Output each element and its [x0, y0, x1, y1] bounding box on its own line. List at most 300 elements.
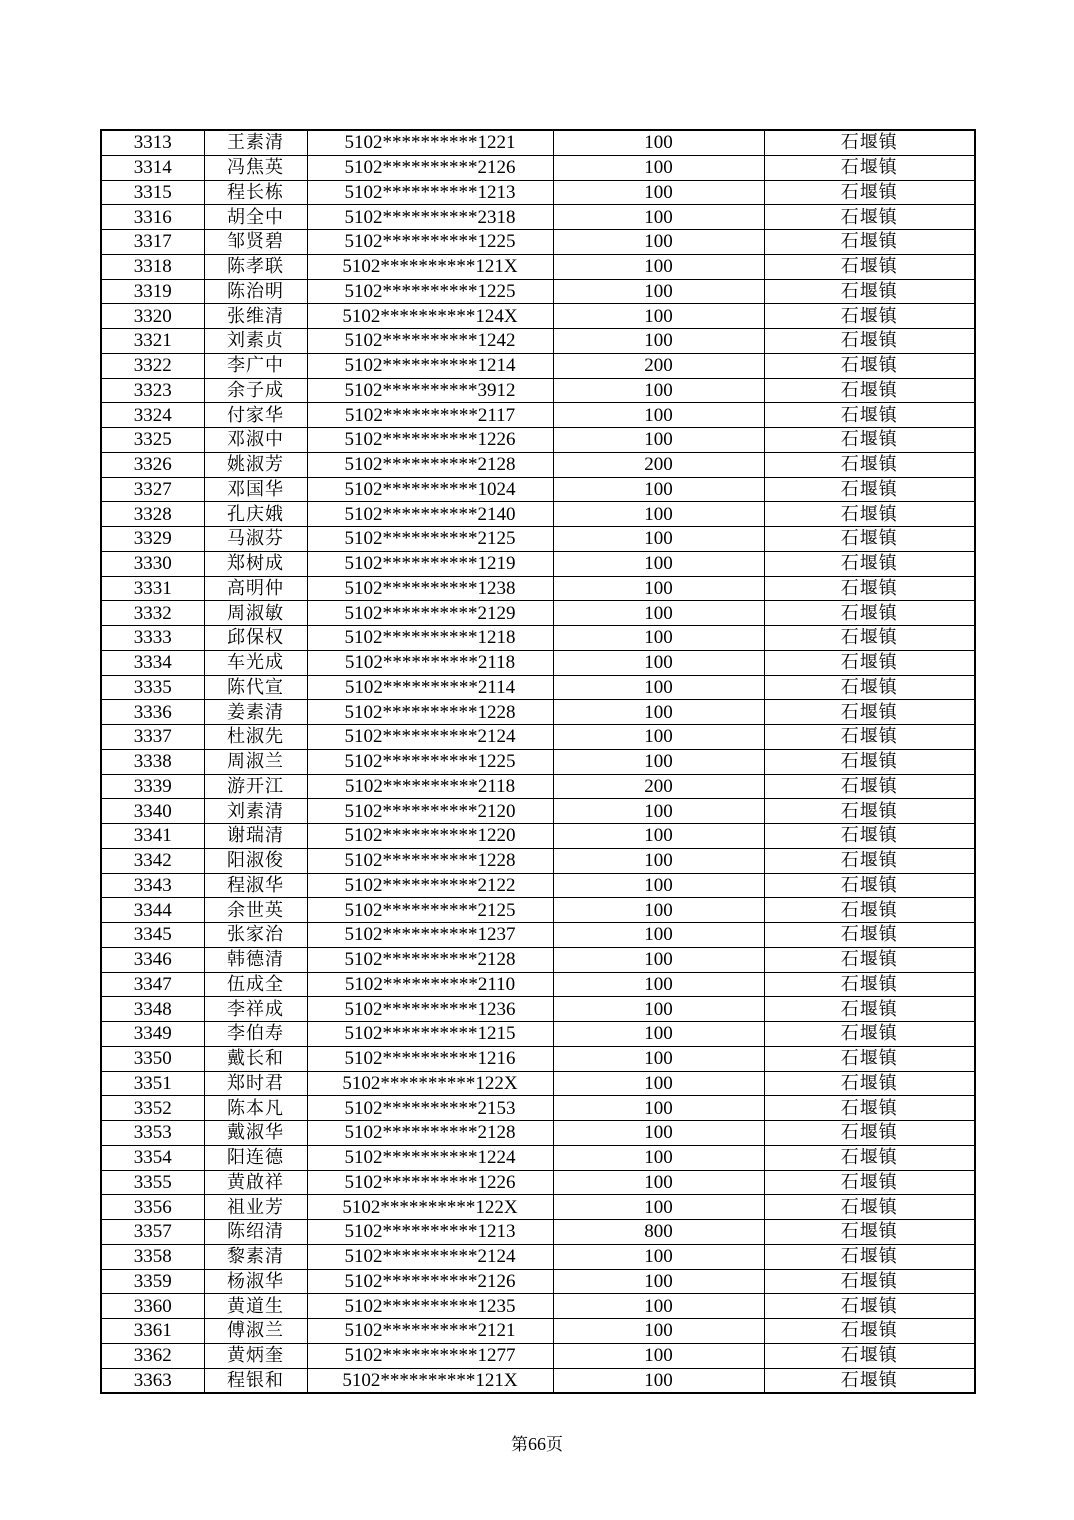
id-number-cell: 5102**********1220	[307, 824, 553, 849]
row-number-cell: 3351	[101, 1071, 204, 1096]
person-name-cell: 刘素清	[204, 799, 307, 824]
person-name-cell: 邹贤碧	[204, 230, 307, 255]
row-number-cell: 3361	[101, 1319, 204, 1344]
row-number-cell: 3356	[101, 1195, 204, 1220]
town-name-cell: 石堰镇	[764, 155, 975, 180]
id-number-cell: 5102**********122X	[307, 1071, 553, 1096]
row-number-cell: 3350	[101, 1046, 204, 1071]
id-number-cell: 5102**********2120	[307, 799, 553, 824]
id-number-cell: 5102**********2153	[307, 1096, 553, 1121]
amount-cell: 100	[553, 626, 764, 651]
person-name-cell: 杨淑华	[204, 1269, 307, 1294]
table-row	[101, 378, 975, 403]
town-name-cell: 石堰镇	[764, 502, 975, 527]
person-name-cell: 李祥成	[204, 997, 307, 1022]
table-row	[101, 428, 975, 453]
row-number-cell: 3326	[101, 452, 204, 477]
table-row	[101, 997, 975, 1022]
town-name-cell: 石堰镇	[764, 873, 975, 898]
table-row	[101, 824, 975, 849]
row-number-cell: 3345	[101, 923, 204, 948]
row-number-cell: 3321	[101, 329, 204, 354]
row-number-cell: 3362	[101, 1343, 204, 1368]
amount-cell: 100	[553, 1195, 764, 1220]
row-number-cell: 3315	[101, 180, 204, 205]
person-name-cell: 程淑华	[204, 873, 307, 898]
id-number-cell: 5102**********2124	[307, 725, 553, 750]
person-name-cell: 郑时君	[204, 1071, 307, 1096]
roster-body	[101, 130, 975, 1393]
amount-cell: 100	[553, 180, 764, 205]
table-row	[101, 1244, 975, 1269]
person-name-cell: 姜素清	[204, 700, 307, 725]
row-number-cell: 3333	[101, 626, 204, 651]
town-name-cell: 石堰镇	[764, 972, 975, 997]
town-name-cell: 石堰镇	[764, 1195, 975, 1220]
row-number-cell: 3357	[101, 1220, 204, 1245]
row-number-cell: 3316	[101, 205, 204, 230]
town-name-cell: 石堰镇	[764, 180, 975, 205]
id-number-cell: 5102**********2128	[307, 1121, 553, 1146]
table-row	[101, 576, 975, 601]
table-row	[101, 1046, 975, 1071]
row-number-cell: 3344	[101, 898, 204, 923]
person-name-cell: 邓淑中	[204, 428, 307, 453]
table-row	[101, 353, 975, 378]
id-number-cell: 5102**********2117	[307, 403, 553, 428]
amount-cell: 100	[553, 997, 764, 1022]
table-row	[101, 1220, 975, 1245]
person-name-cell: 郑树成	[204, 551, 307, 576]
town-name-cell: 石堰镇	[764, 626, 975, 651]
amount-cell: 100	[553, 1022, 764, 1047]
id-number-cell: 5102**********1214	[307, 353, 553, 378]
id-number-cell: 5102**********1215	[307, 1022, 553, 1047]
table-row	[101, 329, 975, 354]
town-name-cell: 石堰镇	[764, 353, 975, 378]
row-number-cell: 3322	[101, 353, 204, 378]
town-name-cell: 石堰镇	[764, 130, 975, 155]
row-number-cell: 3352	[101, 1096, 204, 1121]
amount-cell: 200	[553, 774, 764, 799]
town-name-cell: 石堰镇	[764, 527, 975, 552]
id-number-cell: 5102**********1024	[307, 477, 553, 502]
amount-cell: 100	[553, 205, 764, 230]
row-number-cell: 3347	[101, 972, 204, 997]
town-name-cell: 石堰镇	[764, 378, 975, 403]
table-row	[101, 527, 975, 552]
person-name-cell: 谢瑞清	[204, 824, 307, 849]
person-name-cell: 张维清	[204, 304, 307, 329]
id-number-cell: 5102**********1216	[307, 1046, 553, 1071]
id-number-cell: 5102**********1235	[307, 1294, 553, 1319]
town-name-cell: 石堰镇	[764, 1343, 975, 1368]
person-name-cell: 祖业芳	[204, 1195, 307, 1220]
page-number: 66	[528, 1434, 546, 1454]
town-name-cell: 石堰镇	[764, 452, 975, 477]
town-name-cell: 石堰镇	[764, 601, 975, 626]
row-number-cell: 3354	[101, 1145, 204, 1170]
footer-prefix: 第	[511, 1435, 528, 1455]
person-name-cell: 游开江	[204, 774, 307, 799]
town-name-cell: 石堰镇	[764, 329, 975, 354]
amount-cell: 800	[553, 1220, 764, 1245]
row-number-cell: 3330	[101, 551, 204, 576]
town-name-cell: 石堰镇	[764, 279, 975, 304]
person-name-cell: 余子成	[204, 378, 307, 403]
town-name-cell: 石堰镇	[764, 1096, 975, 1121]
town-name-cell: 石堰镇	[764, 576, 975, 601]
id-number-cell: 5102**********1213	[307, 1220, 553, 1245]
id-number-cell: 5102**********2128	[307, 947, 553, 972]
table-row	[101, 947, 975, 972]
amount-cell: 100	[553, 502, 764, 527]
table-row	[101, 848, 975, 873]
person-name-cell: 戴淑华	[204, 1121, 307, 1146]
row-number-cell: 3329	[101, 527, 204, 552]
amount-cell: 100	[553, 329, 764, 354]
amount-cell: 100	[553, 650, 764, 675]
person-name-cell: 邱保权	[204, 626, 307, 651]
id-number-cell: 5102**********2121	[307, 1319, 553, 1344]
table-row	[101, 1170, 975, 1195]
person-name-cell: 黄啟祥	[204, 1170, 307, 1195]
table-row	[101, 230, 975, 255]
table-row	[101, 1319, 975, 1344]
person-name-cell: 傅淑兰	[204, 1319, 307, 1344]
row-number-cell: 3341	[101, 824, 204, 849]
table-row	[101, 304, 975, 329]
table-row	[101, 601, 975, 626]
table-row	[101, 1294, 975, 1319]
person-name-cell: 陈孝联	[204, 254, 307, 279]
amount-cell: 100	[553, 230, 764, 255]
town-name-cell: 石堰镇	[764, 428, 975, 453]
person-name-cell: 王素清	[204, 130, 307, 155]
person-name-cell: 黄炳奎	[204, 1343, 307, 1368]
table-row	[101, 626, 975, 651]
amount-cell: 200	[553, 353, 764, 378]
table-row	[101, 1145, 975, 1170]
town-name-cell: 石堰镇	[764, 1294, 975, 1319]
row-number-cell: 3320	[101, 304, 204, 329]
row-number-cell: 3359	[101, 1269, 204, 1294]
amount-cell: 100	[553, 848, 764, 873]
person-name-cell: 程银和	[204, 1368, 307, 1393]
table-row	[101, 180, 975, 205]
person-name-cell: 伍成全	[204, 972, 307, 997]
table-row	[101, 1071, 975, 1096]
town-name-cell: 石堰镇	[764, 403, 975, 428]
amount-cell: 100	[553, 477, 764, 502]
table-row	[101, 1269, 975, 1294]
id-number-cell: 5102**********2126	[307, 1269, 553, 1294]
person-name-cell: 陈代宣	[204, 675, 307, 700]
table-row	[101, 1368, 975, 1393]
person-name-cell: 付家华	[204, 403, 307, 428]
person-name-cell: 周淑兰	[204, 749, 307, 774]
amount-cell: 100	[553, 1269, 764, 1294]
table-row	[101, 155, 975, 180]
id-number-cell: 5102**********1219	[307, 551, 553, 576]
row-number-cell: 3348	[101, 997, 204, 1022]
town-name-cell: 石堰镇	[764, 650, 975, 675]
amount-cell: 100	[553, 898, 764, 923]
amount-cell: 100	[553, 799, 764, 824]
row-number-cell: 3327	[101, 477, 204, 502]
id-number-cell: 5102**********1236	[307, 997, 553, 1022]
person-name-cell: 余世英	[204, 898, 307, 923]
id-number-cell: 5102**********1213	[307, 180, 553, 205]
town-name-cell: 石堰镇	[764, 1121, 975, 1146]
person-name-cell: 胡全中	[204, 205, 307, 230]
town-name-cell: 石堰镇	[764, 947, 975, 972]
town-name-cell: 石堰镇	[764, 774, 975, 799]
table-row	[101, 1343, 975, 1368]
id-number-cell: 5102**********121X	[307, 1368, 553, 1393]
row-number-cell: 3325	[101, 428, 204, 453]
table-row	[101, 873, 975, 898]
amount-cell: 100	[553, 403, 764, 428]
page-footer	[0, 1430, 1074, 1455]
town-name-cell: 石堰镇	[764, 1022, 975, 1047]
id-number-cell: 5102**********1238	[307, 576, 553, 601]
town-name-cell: 石堰镇	[764, 230, 975, 255]
amount-cell: 100	[553, 923, 764, 948]
town-name-cell: 石堰镇	[764, 477, 975, 502]
amount-cell: 100	[553, 1244, 764, 1269]
person-name-cell: 高明仲	[204, 576, 307, 601]
row-number-cell: 3340	[101, 799, 204, 824]
person-name-cell: 李广中	[204, 353, 307, 378]
amount-cell: 100	[553, 947, 764, 972]
id-number-cell: 5102**********1277	[307, 1343, 553, 1368]
row-number-cell: 3343	[101, 873, 204, 898]
row-number-cell: 3346	[101, 947, 204, 972]
town-name-cell: 石堰镇	[764, 1269, 975, 1294]
person-name-cell: 车光成	[204, 650, 307, 675]
amount-cell: 100	[553, 1096, 764, 1121]
person-name-cell: 马淑芬	[204, 527, 307, 552]
person-name-cell: 陈绍清	[204, 1220, 307, 1245]
table-row	[101, 502, 975, 527]
table-row	[101, 898, 975, 923]
row-number-cell: 3337	[101, 725, 204, 750]
table-row	[101, 749, 975, 774]
id-number-cell: 5102**********1228	[307, 700, 553, 725]
row-number-cell: 3358	[101, 1244, 204, 1269]
row-number-cell: 3328	[101, 502, 204, 527]
amount-cell: 100	[553, 304, 764, 329]
town-name-cell: 石堰镇	[764, 1071, 975, 1096]
town-name-cell: 石堰镇	[764, 1220, 975, 1245]
id-number-cell: 5102**********1228	[307, 848, 553, 873]
table-row	[101, 799, 975, 824]
id-number-cell: 5102**********1218	[307, 626, 553, 651]
amount-cell: 100	[553, 824, 764, 849]
table-row	[101, 403, 975, 428]
amount-cell: 100	[553, 279, 764, 304]
amount-cell: 100	[553, 527, 764, 552]
amount-cell: 100	[553, 601, 764, 626]
town-name-cell: 石堰镇	[764, 1145, 975, 1170]
row-number-cell: 3334	[101, 650, 204, 675]
person-name-cell: 黎素清	[204, 1244, 307, 1269]
table-row	[101, 452, 975, 477]
person-name-cell: 程长栋	[204, 180, 307, 205]
table-row	[101, 923, 975, 948]
row-number-cell: 3363	[101, 1368, 204, 1393]
id-number-cell: 5102**********2110	[307, 972, 553, 997]
amount-cell: 100	[553, 873, 764, 898]
id-number-cell: 5102**********3912	[307, 378, 553, 403]
amount-cell: 100	[553, 378, 764, 403]
row-number-cell: 3332	[101, 601, 204, 626]
town-name-cell: 石堰镇	[764, 205, 975, 230]
town-name-cell: 石堰镇	[764, 898, 975, 923]
amount-cell: 100	[553, 675, 764, 700]
table-row	[101, 1121, 975, 1146]
id-number-cell: 5102**********1224	[307, 1145, 553, 1170]
person-name-cell: 冯焦英	[204, 155, 307, 180]
id-number-cell: 5102**********1225	[307, 749, 553, 774]
roster-table	[100, 129, 976, 1394]
row-number-cell: 3349	[101, 1022, 204, 1047]
row-number-cell: 3314	[101, 155, 204, 180]
amount-cell: 200	[553, 452, 764, 477]
id-number-cell: 5102**********2122	[307, 873, 553, 898]
person-name-cell: 戴长和	[204, 1046, 307, 1071]
amount-cell: 100	[553, 1294, 764, 1319]
row-number-cell: 3360	[101, 1294, 204, 1319]
id-number-cell: 5102**********122X	[307, 1195, 553, 1220]
town-name-cell: 石堰镇	[764, 1319, 975, 1344]
id-number-cell: 5102**********1226	[307, 1170, 553, 1195]
person-name-cell: 张家治	[204, 923, 307, 948]
id-number-cell: 5102**********2124	[307, 1244, 553, 1269]
id-number-cell: 5102**********2118	[307, 774, 553, 799]
table-row	[101, 279, 975, 304]
person-name-cell: 黄道生	[204, 1294, 307, 1319]
table-row	[101, 774, 975, 799]
amount-cell: 100	[553, 1368, 764, 1393]
amount-cell: 100	[553, 725, 764, 750]
table-row	[101, 675, 975, 700]
amount-cell: 100	[553, 155, 764, 180]
person-name-cell: 周淑敏	[204, 601, 307, 626]
row-number-cell: 3313	[101, 130, 204, 155]
amount-cell: 100	[553, 1145, 764, 1170]
row-number-cell: 3353	[101, 1121, 204, 1146]
id-number-cell: 5102**********2318	[307, 205, 553, 230]
person-name-cell: 阳淑俊	[204, 848, 307, 873]
person-name-cell: 孔庆娥	[204, 502, 307, 527]
amount-cell: 100	[553, 1319, 764, 1344]
town-name-cell: 石堰镇	[764, 923, 975, 948]
id-number-cell: 5102**********1225	[307, 230, 553, 255]
amount-cell: 100	[553, 254, 764, 279]
town-name-cell: 石堰镇	[764, 749, 975, 774]
id-number-cell: 5102**********2125	[307, 527, 553, 552]
amount-cell: 100	[553, 1121, 764, 1146]
person-name-cell: 杜淑先	[204, 725, 307, 750]
row-number-cell: 3324	[101, 403, 204, 428]
town-name-cell: 石堰镇	[764, 1368, 975, 1393]
id-number-cell: 5102**********2140	[307, 502, 553, 527]
town-name-cell: 石堰镇	[764, 675, 975, 700]
town-name-cell: 石堰镇	[764, 799, 975, 824]
row-number-cell: 3331	[101, 576, 204, 601]
amount-cell: 100	[553, 700, 764, 725]
id-number-cell: 5102**********1226	[307, 428, 553, 453]
town-name-cell: 石堰镇	[764, 997, 975, 1022]
town-name-cell: 石堰镇	[764, 824, 975, 849]
table-row	[101, 700, 975, 725]
row-number-cell: 3335	[101, 675, 204, 700]
amount-cell: 100	[553, 1046, 764, 1071]
table-row	[101, 725, 975, 750]
amount-cell: 100	[553, 972, 764, 997]
town-name-cell: 石堰镇	[764, 848, 975, 873]
amount-cell: 100	[553, 1071, 764, 1096]
id-number-cell: 5102**********1225	[307, 279, 553, 304]
person-name-cell: 李伯寿	[204, 1022, 307, 1047]
table-row	[101, 1195, 975, 1220]
id-number-cell: 5102**********124X	[307, 304, 553, 329]
id-number-cell: 5102**********1221	[307, 130, 553, 155]
person-name-cell: 邓国华	[204, 477, 307, 502]
row-number-cell: 3317	[101, 230, 204, 255]
amount-cell: 100	[553, 749, 764, 774]
id-number-cell: 5102**********2126	[307, 155, 553, 180]
row-number-cell: 3336	[101, 700, 204, 725]
table-row	[101, 551, 975, 576]
town-name-cell: 石堰镇	[764, 304, 975, 329]
person-name-cell: 阳连德	[204, 1145, 307, 1170]
town-name-cell: 石堰镇	[764, 254, 975, 279]
table-row	[101, 650, 975, 675]
person-name-cell: 陈治明	[204, 279, 307, 304]
row-number-cell: 3318	[101, 254, 204, 279]
id-number-cell: 5102**********1242	[307, 329, 553, 354]
id-number-cell: 5102**********2114	[307, 675, 553, 700]
table-row	[101, 477, 975, 502]
town-name-cell: 石堰镇	[764, 1244, 975, 1269]
town-name-cell: 石堰镇	[764, 551, 975, 576]
town-name-cell: 石堰镇	[764, 725, 975, 750]
table-row	[101, 205, 975, 230]
id-number-cell: 5102**********2129	[307, 601, 553, 626]
id-number-cell: 5102**********2125	[307, 898, 553, 923]
amount-cell: 100	[553, 1170, 764, 1195]
row-number-cell: 3338	[101, 749, 204, 774]
person-name-cell: 陈本凡	[204, 1096, 307, 1121]
amount-cell: 100	[553, 130, 764, 155]
row-number-cell: 3323	[101, 378, 204, 403]
table-row	[101, 1022, 975, 1047]
footer-suffix: 页	[546, 1435, 563, 1455]
amount-cell: 100	[553, 1343, 764, 1368]
town-name-cell: 石堰镇	[764, 1046, 975, 1071]
amount-cell: 100	[553, 551, 764, 576]
row-number-cell: 3339	[101, 774, 204, 799]
table-row	[101, 1096, 975, 1121]
town-name-cell: 石堰镇	[764, 700, 975, 725]
row-number-cell: 3355	[101, 1170, 204, 1195]
table-row	[101, 972, 975, 997]
town-name-cell: 石堰镇	[764, 1170, 975, 1195]
row-number-cell: 3342	[101, 848, 204, 873]
